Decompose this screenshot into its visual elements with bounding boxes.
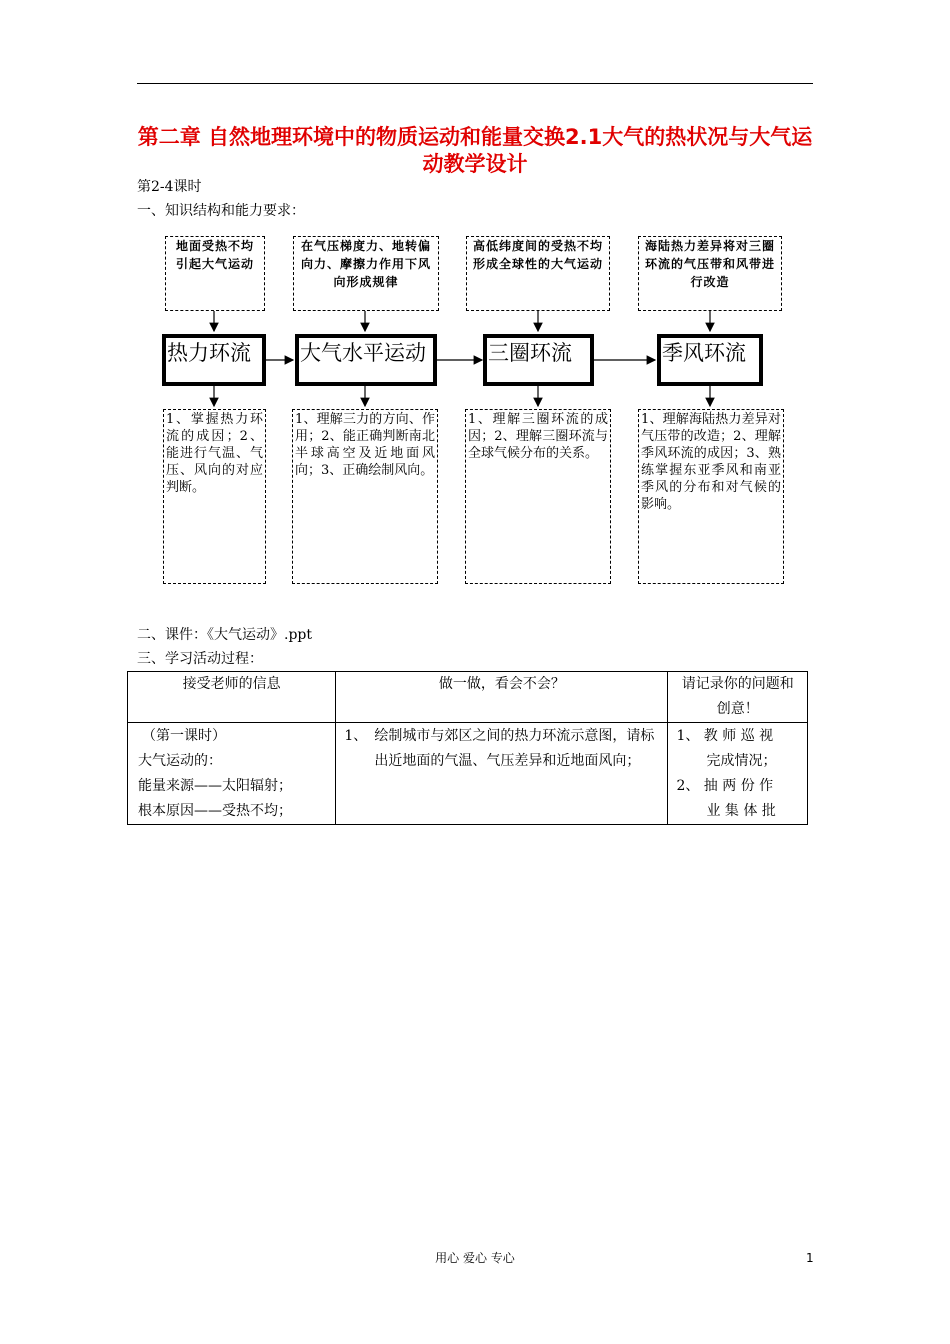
list-text: 绘制城市与郊区之间的热力环流示意图，请标出近地面的气温、气压差异和近地面风向； [374,728,655,769]
document-title: 第二章 自然地理环境中的物质运动和能量交换2.1大气的热状况与大气运动教学设计 [137,125,813,176]
section-1-heading: 一、知识结构和能力要求： [137,203,305,219]
table-row [128,723,808,825]
table-cell-try-it [336,723,668,825]
diagram-node-three-cell-circulation: 三圈环流 [483,334,594,386]
table-header-record-questions: 请记录你的问题和创意！ [668,672,808,723]
diagram-bottom-box-1: 1、掌握热力环流的成因；2、能进行气温、气压、风向的对应判断。 [163,409,266,584]
table-cell-record: 1、 教 师 巡 视 完成情况； 2、 抽 两 份 作 业 集 体 批 [668,723,808,825]
diagram-node-horizontal-motion: 大气水平运动 [295,334,437,386]
diagram-top-box-4: 海陆热力差异将对三圈环流的气压带和风带进行改造 [638,236,782,311]
table-cell-teacher-info: （第一课时） 大气运动的： 能量来源——太阳辐射； 根本原因——受热不均； [128,723,336,825]
diagram-top-box-2: 在气压梯度力、地转偏向力、摩擦力作用下风向形成规律 [293,236,439,311]
diagram-top-box-1: 地面受热不均引起大气运动 [165,236,265,311]
diagram-bottom-box-4: 1、理解海陆热力差异对气压带的改造；2、理解季风环流的成因；3、熟练掌握东亚季风和南亚季风的分布和对气候的影响。 [638,409,784,584]
activity-table [127,671,808,825]
page-number: 1 [806,1251,814,1265]
section-3-heading: 三、学习活动过程： [137,651,263,667]
diagram-bottom-box-3: 1、理解三圈环流的成因；2、理解三圈环流与全球气候分布的关系。 [465,409,611,584]
diagram-node-monsoon-circulation: 季风环流 [657,334,763,386]
period-line: 第2-4课时 [137,179,202,195]
footer-motto: 用心 爱心 专心 [435,1251,515,1265]
diagram-bottom-box-2: 1、理解三力的方向、作用；2、能正确判断南北半球高空及近地面风向；3、正确绘制风向。 [292,409,438,584]
table-header-teacher-info: 接受老师的信息 [128,672,336,723]
table-header-row [128,672,808,723]
section-2-heading: 二、课件：《大气运动》.ppt [137,627,312,643]
table-header-try-it: 做一做，看会不会？ [336,672,668,723]
diagram-node-thermal-circulation: 热力环流 [162,334,266,386]
diagram-top-box-3: 高低纬度间的受热不均形成全球性的大气运动 [466,236,610,311]
list-number: 1、 [344,728,368,744]
